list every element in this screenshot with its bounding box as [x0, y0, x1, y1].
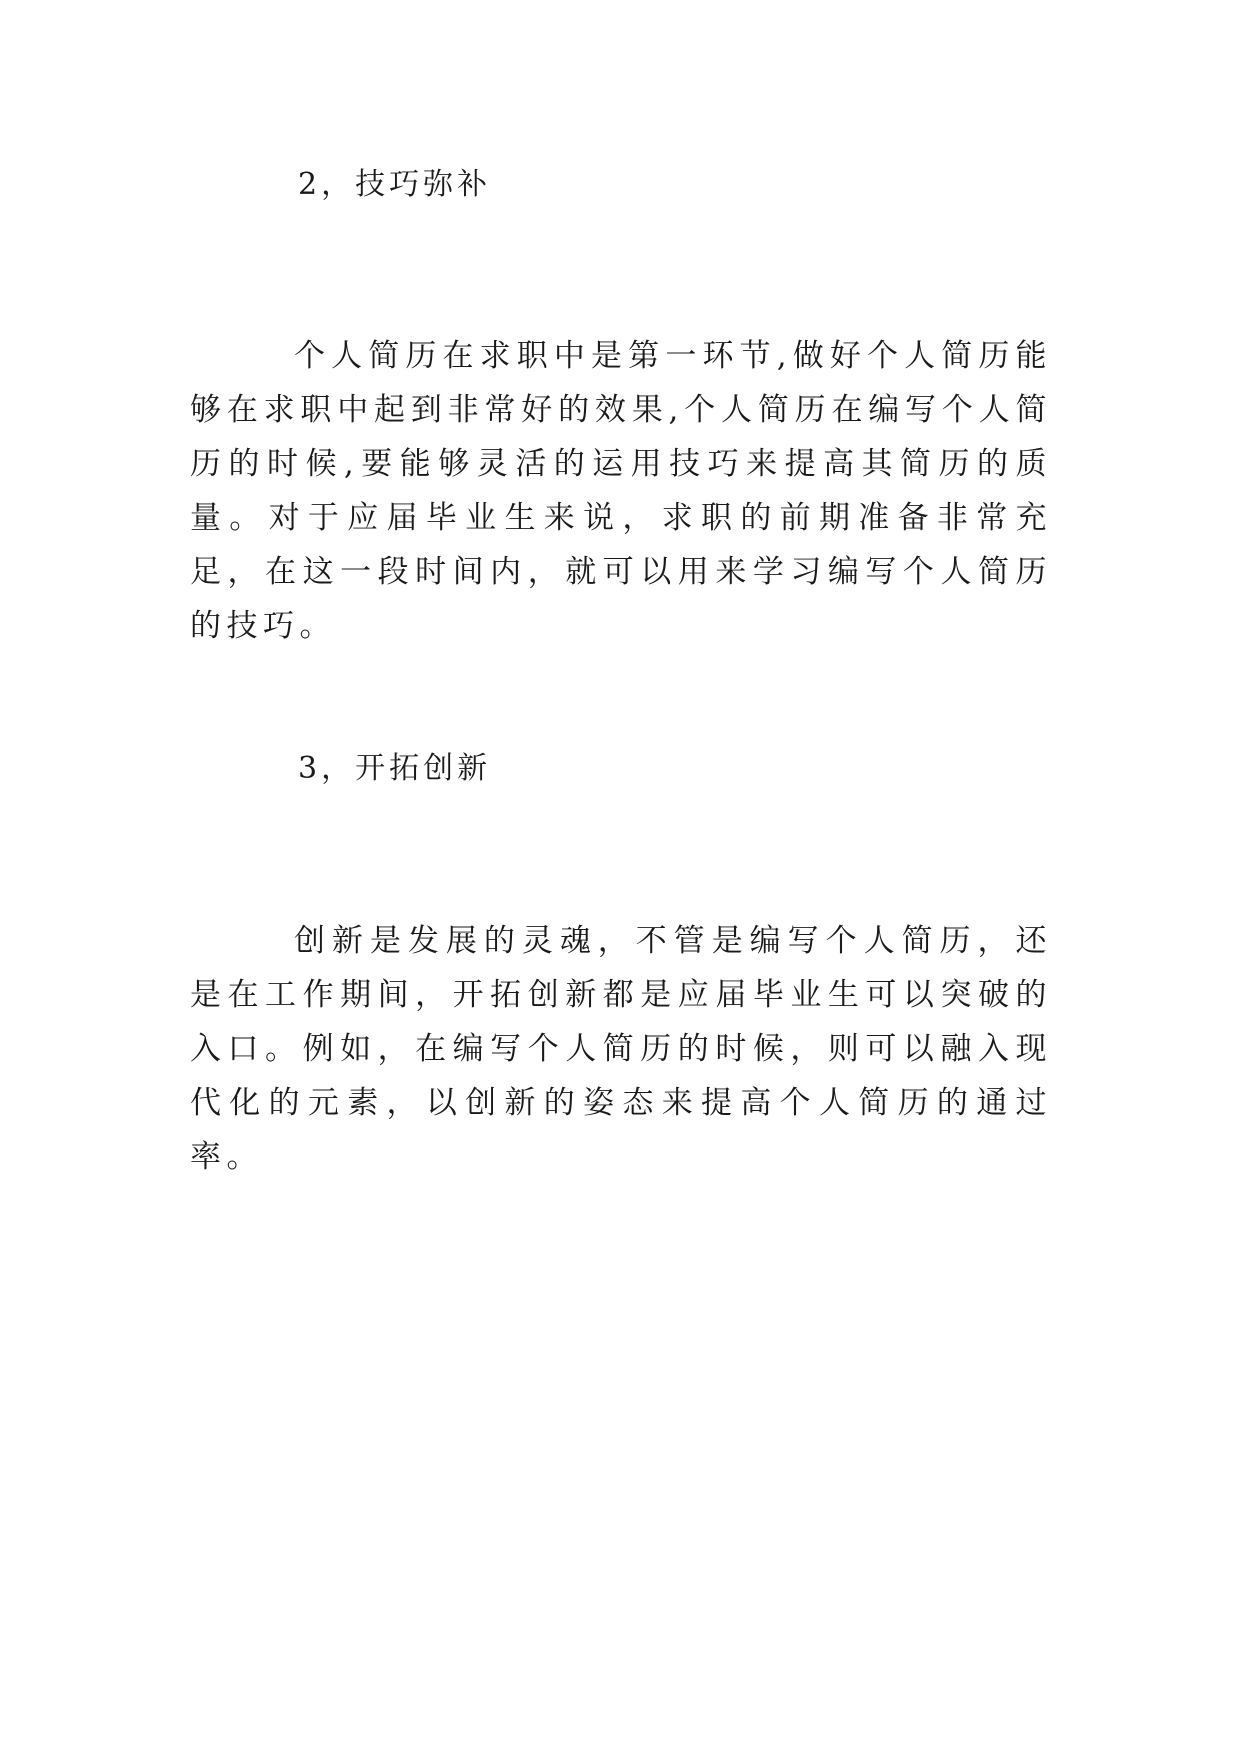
section-heading-innovation: 3，开拓创新: [298, 751, 492, 786]
section-heading-skills: 2，技巧弥补: [298, 167, 492, 202]
section-paragraph-innovation: 创新是发展的灵魂，不管是编写个人简历，还是在工作期间，开拓创新都是应届毕业生可以突破的入口。例如，在编写个人简历的时候，则可以融入现代化的元素，以创新的姿态来提高个人简历的通过率。: [190, 923, 1052, 1175]
section-paragraph-skills: 个人简历在求职中是第一环节,做好个人简历能够在求职中起到非常好的效果,个人简历在编写个人简历的时候,要能够灵活的运用技巧来提高其简历的质量。对于应届毕业生来说，求职的前期准备非常充足，在这一段时间内，就可以用来学习编写个人简历的技巧。: [190, 338, 1052, 644]
